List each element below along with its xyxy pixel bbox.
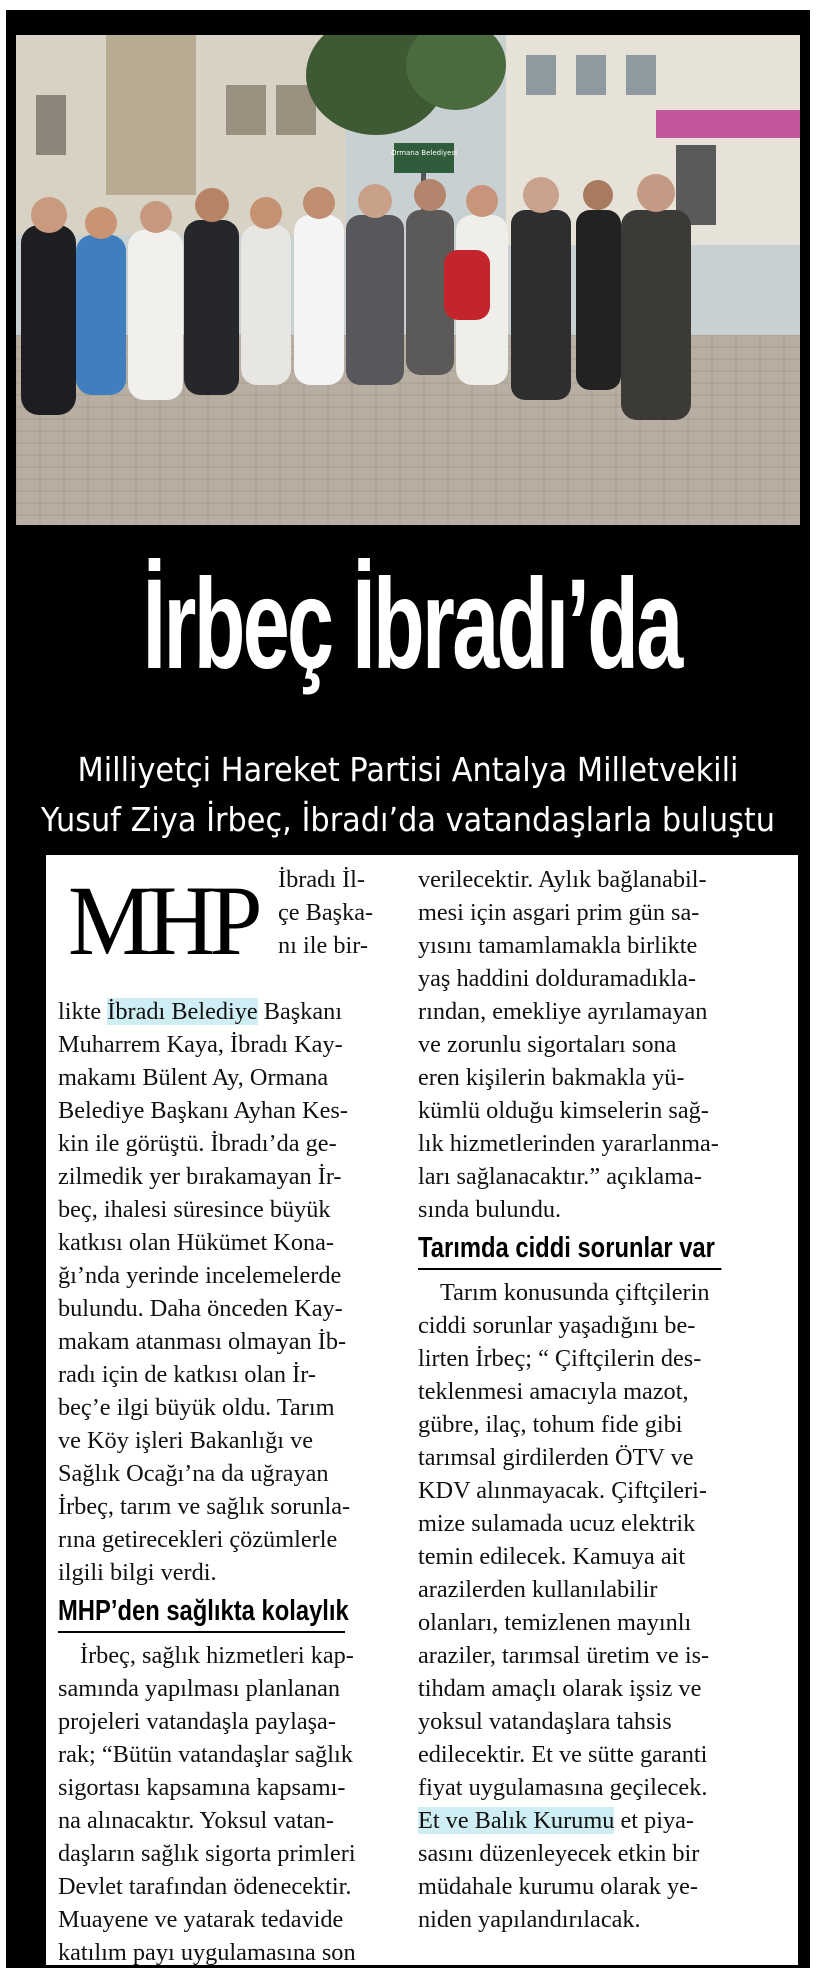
intro-paragraph: [58, 995, 408, 1589]
subheadline-line-1: Milliyetçi Hareket Partisi Antalya Milletvekili: [77, 750, 739, 789]
text-line: sigortası kapsamına kapsamı-: [58, 1774, 346, 1801]
text-line: kümlü olduğu kimselerin sağ-: [418, 1097, 709, 1124]
text-line: Tarım konusunda çiftçilerin: [440, 1279, 710, 1306]
text-line: ciddi sorunlar yaşadığını be-: [418, 1312, 696, 1339]
health-paragraph: [58, 1639, 408, 1969]
text-line: KDV alınmayacak. Çiftçileri-: [418, 1477, 707, 1504]
subheadline-line-2: Yusuf Ziya İrbeç, İbradı’da vatandaşlarla buluştu: [40, 800, 776, 839]
dropcap-block: [58, 863, 408, 995]
text-line: samında yapılması planlanan: [58, 1675, 341, 1702]
highlighted-link[interactable]: İbradı Belediye: [107, 998, 258, 1025]
text-line: araziler, tarımsal üretim ve is-: [418, 1642, 710, 1669]
text-line: yısını tamamlamakla birlikte: [418, 932, 698, 959]
article-column-2: [418, 863, 788, 1936]
text-line: lık hizmetlerinden yararlanma-: [418, 1130, 719, 1157]
text-line: ğı’nda yerinde incelemelerde: [58, 1262, 342, 1289]
agriculture-paragraph: [418, 1276, 788, 1936]
text-line: çe Başka-: [278, 899, 374, 926]
text-line: arazilerden kullanılabilir: [418, 1576, 658, 1603]
text-line: ilgili bilgi verdi.: [58, 1559, 217, 1586]
text-line: ve zorunlu sigortaları sona: [418, 1031, 677, 1058]
text-line: likte İbradı Belediye Başkanı: [58, 998, 343, 1025]
subheadline: [6, 745, 810, 845]
text-line: niden yapılandırılacak.: [418, 1906, 641, 1933]
text-line: rak; “Bütün vatandaşlar sağlık: [58, 1741, 353, 1768]
text-line: tarımsal girdilerden ÖTV ve: [418, 1444, 694, 1471]
dropcap-side-lines: [278, 863, 373, 962]
text-line: Muharrem Kaya, İbradı Kay-: [58, 1031, 343, 1058]
text-line: Muayene ve yatarak tedavide: [58, 1906, 344, 1933]
text-line: Sağlık Ocağı’na da uğrayan: [58, 1460, 329, 1487]
text-line: mesi için asgari prim gün sa-: [418, 899, 700, 926]
page-frame: [6, 10, 810, 1968]
highlighted-link[interactable]: Et ve Balık Kurumu: [418, 1807, 615, 1834]
text-line: projeleri vatandaşla paylaşa-: [58, 1708, 336, 1735]
text-line: İrbeç, tarım ve sağlık sorunla-: [58, 1493, 351, 1520]
text-line: ve Köy işleri Bakanlığı ve: [58, 1427, 314, 1454]
article-body: [46, 855, 798, 1965]
text-line: Devlet tarafından ödenecektir.: [58, 1873, 352, 1900]
text-line: lirten İrbeç; “ Çiftçilerin des-: [418, 1345, 702, 1372]
group-photo: [16, 35, 800, 525]
text-line: ları sağlanacaktır.” açıklama-: [418, 1163, 702, 1190]
text-line: sında bulundu.: [418, 1196, 562, 1223]
text-line: rına getirecekleri çözümlerle: [58, 1526, 338, 1553]
text-line: temin edilecek. Kamuya ait: [418, 1543, 686, 1570]
text-line: olanları, temizlenen mayınlı: [418, 1609, 692, 1636]
health-paragraph-continued: [418, 863, 788, 1226]
text-line: edilecektir. Et ve sütte garanti: [418, 1741, 708, 1768]
text-line: radı için de katkısı olan İr-: [58, 1361, 316, 1388]
text-line: yaş haddini dolduramadıkla-: [418, 965, 696, 992]
text-line: Belediye Başkanı Ayhan Kes-: [58, 1097, 348, 1124]
text-line: müdahale kurumu olarak ye-: [418, 1873, 698, 1900]
text-line: bulundu. Daha önceden Kay-: [58, 1295, 343, 1322]
text-line: verilecektir. Aylık bağlanabil-: [418, 866, 707, 893]
text-line: kin ile görüştü. İbradı’da ge-: [58, 1130, 337, 1157]
text-line: katılım payı uygulamasına son: [58, 1939, 356, 1966]
text-line: İbradı İl-: [278, 866, 366, 893]
text-line: yoksul vatandaşlara tahsis: [418, 1708, 672, 1735]
text-line: na alınacaktır. Yoksul vatan-: [58, 1807, 334, 1834]
text-line: zilmedik yer bırakamayan İr-: [58, 1163, 342, 1190]
text-line: rından, emekliye ayrılamayan: [418, 998, 708, 1025]
text-line: Et ve Balık Kurumu et piya-: [418, 1807, 694, 1834]
group-photo-illustration: [16, 35, 800, 525]
text-line: tihdam amaçlı olarak işsiz ve: [418, 1675, 702, 1702]
text-line: nı ile bir-: [278, 932, 368, 959]
dropcap: MHP: [68, 865, 257, 976]
text-line: beç’e ilgi büyük oldu. Tarım: [58, 1394, 335, 1421]
article-column-1: [58, 863, 408, 1969]
section-heading-agriculture: Tarımda ciddi sorunlar var: [418, 1228, 721, 1270]
headline: İrbeç İbradı’da: [142, 553, 681, 696]
text-line: fiyat uygulamasına geçilecek.: [418, 1774, 708, 1801]
text-line: makamı Bülent Ay, Ormana: [58, 1064, 329, 1091]
text-line: sasını düzenleyecek etkin bir: [418, 1840, 700, 1867]
text-line: makam atanması olmayan İb-: [58, 1328, 347, 1355]
text-line: daşların sağlık sigorta primleri: [58, 1840, 356, 1867]
road-sign-text: Ormana Belediyesi: [390, 149, 458, 157]
text-line: eren kişilerin bakmakla yü-: [418, 1064, 685, 1091]
text-line: teklenmesi amacıyla mazot,: [418, 1378, 689, 1405]
text-line: İrbeç, sağlık hizmetleri kap-: [80, 1642, 354, 1669]
text-line: beç, ihalesi süresince büyük: [58, 1196, 331, 1223]
text-line: mize sulamada ucuz elektrik: [418, 1510, 696, 1537]
section-heading-health: MHP’den sağlıkta kolaylık: [58, 1591, 345, 1633]
text-line: gübre, ilaç, tohum fide gibi: [418, 1411, 683, 1438]
text-line: katkısı olan Hükümet Kona-: [58, 1229, 334, 1256]
